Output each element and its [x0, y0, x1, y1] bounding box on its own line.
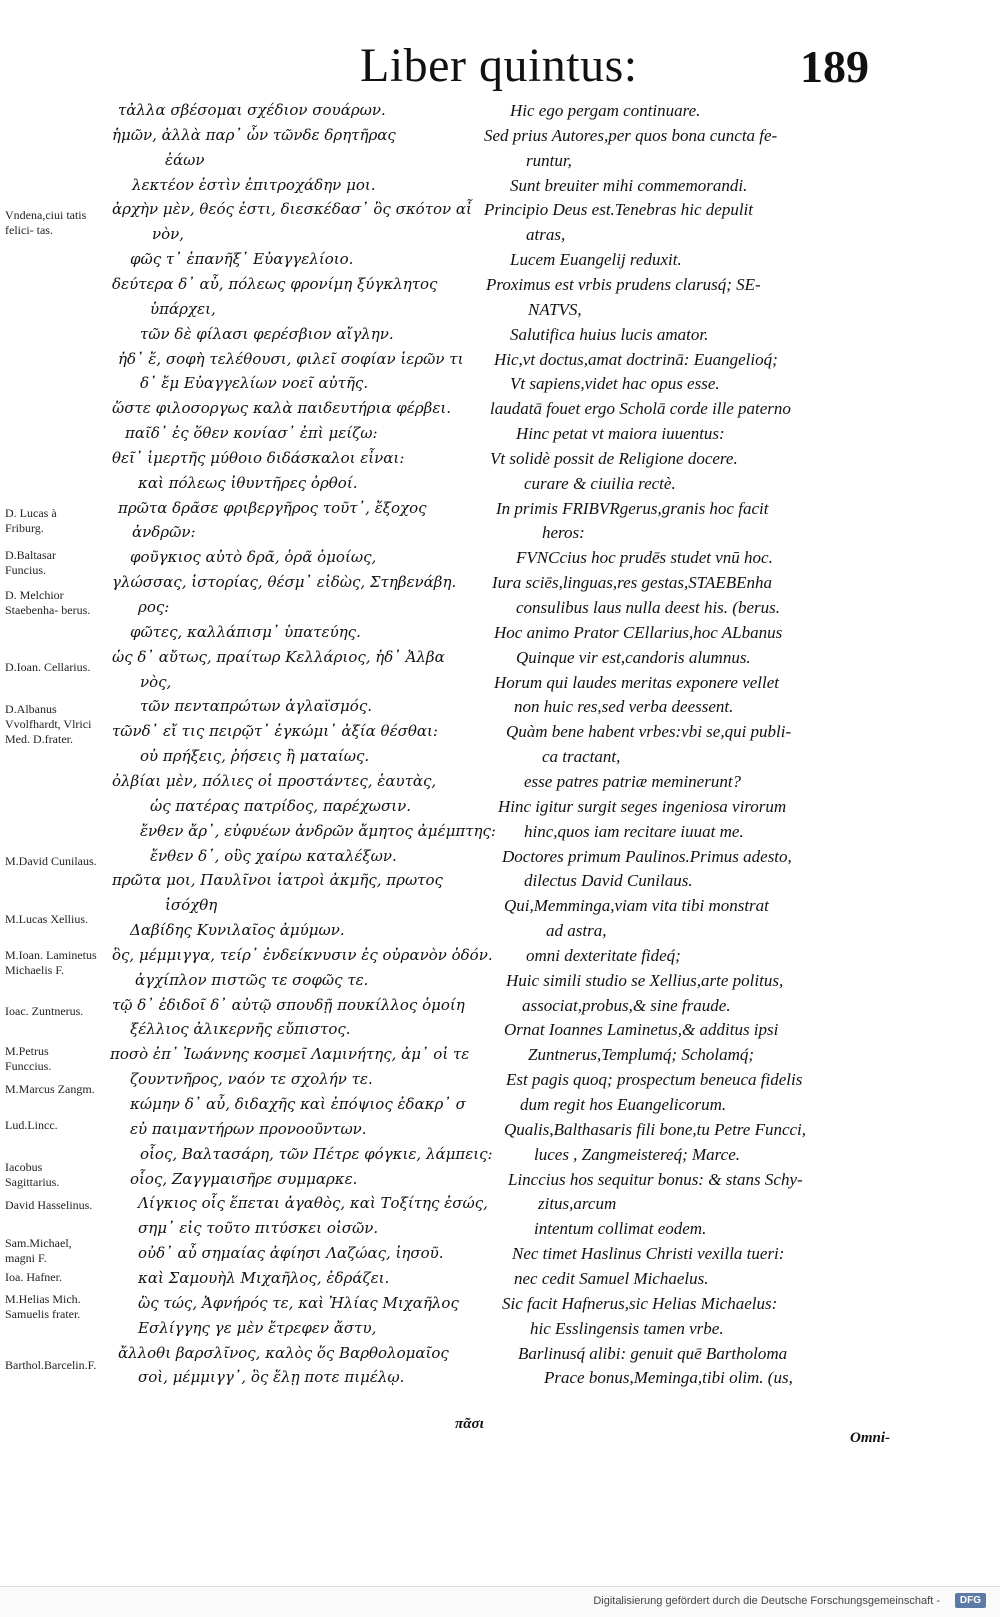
latin-line: associat,probus,& sine fraude. — [522, 996, 731, 1015]
greek-line: σοὶ, μέμμιγγ᾽, ὃς ἔλῃ ποτε πιμέλῳ. — [138, 1368, 405, 1386]
greek-line: παῖδ᾽ ἐς ὅθεν κονίασ᾽ ἐπὶ μείζω: — [125, 424, 378, 442]
latin-line: Qui,Memminga,viam vita tibi monstrat — [504, 896, 769, 915]
greek-line: οὐ πρήξεις, ῥήσεις ἢ ματαίως. — [140, 747, 370, 765]
greek-line: δ᾽ ἔμ Εὐαγγελίων νοεῖ αὐτῆς. — [140, 374, 369, 392]
margin-note: Sam.Michael, magni F. — [5, 1236, 72, 1265]
greek-line: ὥστε φιλοσοργως καλὰ παιδευτήρια φέρβει. — [112, 399, 452, 417]
latin-line: zitus,arcum — [538, 1194, 617, 1213]
margin-note: M.Petrus Funccius. — [5, 1044, 52, 1073]
greek-line: οἷος, Ζαγγμαισῆρε συμμαρκε. — [130, 1170, 358, 1188]
greek-line: πρῶτα μοι, Παυλῖνοι ἰατροὶ ἀκμῆς, πρωτος — [112, 871, 443, 889]
latin-line: Hinc igitur surgit seges ingeniosa virorum — [498, 797, 787, 816]
margin-note: D.Baltasar Funcius. — [5, 548, 56, 577]
greek-line: ἔνθεν ἄρ᾽, εὐφυέων ἀνδρῶν ἄμητος ἀμέμπτης: — [140, 822, 496, 840]
greek-line: τἀλλα σβέσομαι σχέδιον σουάρων. — [118, 101, 386, 119]
latin-line: NATVS, — [528, 300, 582, 319]
latin-line: hinc,quos iam recitare iuuat me. — [524, 822, 744, 841]
margin-note: Ioa. Hafner. — [5, 1270, 62, 1284]
greek-line: Δαβίδης Κυνιλαῖος ἀμύμων. — [130, 921, 345, 939]
greek-line: ὑπάρχει, — [150, 300, 216, 318]
latin-line: intentum collimat eodem. — [534, 1219, 707, 1238]
margin-note: Lud.Lincc. — [5, 1118, 58, 1132]
latin-line: Sic facit Hafnerus,sic Helias Michaelus: — [502, 1294, 778, 1313]
margin-note: M.Marcus Zangm. — [5, 1082, 95, 1096]
latin-line: laudatā fouet ergo Scholā corde ille paterno — [490, 399, 791, 418]
greek-line: πρῶτα δρᾶσε φριβεργῆρος τοῦτ᾽, ἔξοχος — [118, 499, 427, 517]
greek-line: Εσλίγγης γε μὲν ἔτρεφεν ἄστυ, — [138, 1319, 377, 1337]
latin-line: Zuntnerus,Templumq́; Scholamq́; — [528, 1045, 755, 1064]
greek-line: νὸς, — [140, 673, 172, 691]
latin-line: Quinque vir est,candoris alumnus. — [516, 648, 751, 667]
latin-line: hic Esslingensis tamen vrbe. — [530, 1319, 724, 1338]
latin-line: consulibus laus nulla deest his. (berus. — [516, 598, 780, 617]
latin-line: nec cedit Samuel Michaelus. — [514, 1269, 709, 1288]
greek-line: κώμην δ᾽ αὖ, διδαχῆς καὶ ἐπόψιος ἐδακρ᾽ σ — [130, 1095, 466, 1113]
greek-line: ὡς δ᾽ αὔτως, πραίτωρ Κελλάριος, ἠδ᾽ Ἀλβα — [112, 648, 445, 666]
greek-line: ὀλβίαι μὲν, πόλιες οἱ προστάντες, ἑαυτὰς, — [112, 772, 437, 790]
latin-line: ad astra, — [546, 921, 607, 940]
latin-line: atras, — [526, 225, 566, 244]
greek-line: ἀγχίπλον πιστῶς τε σοφῶς τε. — [135, 971, 369, 989]
latin-line: Hic ego pergam continuare. — [510, 101, 701, 120]
greek-line: νὸν, — [152, 225, 185, 243]
latin-line: dum regit hos Euangelicorum. — [520, 1095, 727, 1114]
greek-line: δεύτερα δ᾽ αὖ, πόλεως φρονίμη ξύγκλητος — [112, 275, 438, 293]
greek-line: ζουντνῆρος, ναόν τε σχολήν τε. — [130, 1070, 373, 1088]
dfg-logo: DFG — [955, 1593, 986, 1608]
greek-line: τῶνδ᾽ εἴ τις πειρῷτ᾽ ἐγκώμι᾽ ἀξία θέσθαι: — [112, 722, 438, 740]
latin-line: Sed prius Autores,per quos bona cuncta fe- — [484, 126, 778, 145]
latin-line: Sunt breuiter mihi commemorandi. — [510, 176, 748, 195]
latin-line: Lucem Euangelij reduxit. — [510, 250, 682, 269]
greek-line: σημ᾽ εἰς τοῦτο πιτύσκει οἰσῶν. — [138, 1219, 379, 1237]
greek-line: εὐ παιμαντήρων προνοοῦντων. — [130, 1120, 367, 1138]
latin-line: curare & ciuilia rectè. — [524, 474, 676, 493]
greek-line: τῶν πενταπρώτων ἀγλαϊσμός. — [140, 697, 372, 715]
greek-line: ξέλλιος ἀλικερνῆς εὔπιστος. — [130, 1020, 351, 1038]
latin-line: Ornat Ioannes Laminetus,& additus ipsi — [504, 1020, 779, 1039]
greek-line: καὶ Σαμουὴλ Μιχαῆλος, ἐδράζει. — [138, 1269, 390, 1287]
margin-note: David Hasselinus. — [5, 1198, 93, 1212]
margin-note: D. Melchior Staebenha- berus. — [5, 588, 91, 617]
margin-note: M.Helias Mich. Samuelis frater. — [5, 1292, 81, 1321]
latin-line: ca tractant, — [542, 747, 621, 766]
greek-line: γλώσσας, ἱστορίας, θέσμ᾽ εἰδὼς, Στηβενάβη. — [112, 573, 457, 591]
margin-note: Vndena,ciui tatis felici- tas. — [5, 208, 87, 237]
margin-note: M.Lucas Xellius. — [5, 912, 88, 926]
greek-line: ἔνθεν δ᾽, οὓς χαίρω καταλέξων. — [150, 847, 397, 865]
latin-line: Linccius hos sequitur bonus: & stans Schy- — [508, 1170, 803, 1189]
greek-line: ἀρχὴν μὲν, θεός ἐστι, διεσκέδασ᾽ ὃς σκότον αἶ — [112, 200, 472, 218]
greek-line: τῶν δὲ φίλασι φερέσβιον αἴγλην. — [140, 325, 394, 343]
greek-line: ἠδ᾽ ἔ, σοφὴ τελέθουσι, φιλεῖ σοφίαν ἱερῶν τι — [118, 350, 464, 368]
latin-line: Hic,vt doctus,amat doctrinā: Euangelioq́; — [494, 350, 778, 369]
latin-line: Nec timet Haslinus Christi vexilla tueri: — [512, 1244, 785, 1263]
latin-line: FVNCcius hoc prudēs studet vnū hoc. — [516, 548, 773, 567]
latin-line: Huic simili studio se Xellius,arte politus, — [506, 971, 784, 990]
margin-note: Ioac. Zuntnerus. — [5, 1004, 84, 1018]
latin-line: Principio Deus est.Tenebras hic depulit — [484, 200, 753, 219]
greek-line: ἰσόχθη — [165, 896, 218, 914]
latin-line: Hinc petat vt maiora iuuentus: — [516, 424, 725, 443]
latin-line: Prace bonus,Meminga,tibi olim. (us, — [544, 1368, 793, 1387]
greek-line: φῶς τ᾽ ἐπανῆξ᾽ Εὐαγγελίοιο. — [130, 250, 354, 268]
latin-line: Quàm bene habent vrbes:vbi se,qui publi- — [506, 722, 792, 741]
margin-note: Barthol.Barcelin.F. — [5, 1358, 97, 1372]
digitization-footer — [0, 1586, 1000, 1617]
margin-note: M.David Cunilaus. — [5, 854, 97, 868]
running-head: Liber quintus: — [360, 39, 638, 92]
greek-line: ἄλλοθι βαρσλῖνος, καλὸς ὅς Βαρθολομαῖος — [118, 1344, 449, 1362]
margin-note: M.Ioan. Laminetus Michaelis F. — [5, 948, 97, 977]
latin-line: Barlinusq́ alibi: genuit quē Bartholoma — [518, 1344, 788, 1363]
greek-line: λεκτέον ἐστὶν ἐπιτροχάδην μοι. — [132, 176, 376, 194]
greek-line: ἀνδρῶν: — [132, 523, 196, 541]
latin-line: Vt sapiens,videt hac opus esse. — [510, 374, 720, 393]
margin-note: D.Ioan. Cellarius. — [5, 660, 91, 674]
latin-line: non huic res,sed verba deessent. — [514, 697, 734, 716]
greek-line: θεῖ᾽ ἱμερτῆς μύθοιο διδάσκαλοι εἶναι: — [112, 449, 405, 467]
latin-line: Salutifica huius lucis amator. — [510, 325, 709, 344]
latin-line: Proximus est vrbis prudens clarusq́; SE- — [486, 275, 761, 294]
latin-line: Hoc animo Prator CEllarius,hoc ALbanus — [494, 623, 783, 642]
latin-line: In primis FRIBVRgerus,granis hoc facit — [496, 499, 769, 518]
latin-line: dilectus David Cunilaus. — [524, 871, 693, 890]
greek-line: φοῦγκιος αὐτὸ δρᾶ, ὁρᾶ ὁμοίως, — [130, 548, 377, 566]
margin-note: D. Lucas à Friburg. — [5, 506, 57, 535]
margin-note: Iacobus Sagittarius. — [5, 1160, 60, 1189]
page-number: 189 — [800, 41, 869, 92]
latin-line: runtur, — [526, 151, 572, 170]
greek-line: ἡμῶν, ἀλλὰ παρ᾽ ὧν τῶνδε δρητῆρας — [112, 126, 396, 144]
latin-line: Vt solidè possit de Religione docere. — [490, 449, 738, 468]
greek-line: ὃς, μέμμιγγα, τείρ᾽ ἐνδείκνυσιν ἐς οὐρανὸν ὁδόν. — [112, 946, 493, 964]
latin-line: Doctores primum Paulinos.Primus adesto, — [502, 847, 792, 866]
catchword-greek: πᾶσι — [455, 1416, 484, 1432]
catchword-latin: Omni- — [850, 1430, 891, 1446]
margin-note: D.Albanus Vvolfhardt, Vlrici Med. D.frater. — [5, 702, 92, 746]
greek-line: Λίγκιος οἷς ἕπεται ἀγαθὸς, καὶ Τοξίτης ἐσώς, — [138, 1194, 488, 1212]
latin-line: Est pagis quoq; prospectum beneuca fidelis — [506, 1070, 803, 1089]
latin-line: esse patres patriæ meminerunt? — [524, 772, 742, 791]
greek-line: ἐάων — [165, 151, 205, 169]
greek-line: ρος: — [138, 598, 170, 616]
latin-line: omni dexteritate fideq́; — [526, 946, 681, 965]
greek-line: ποσὸ ἐπ᾽ Ἰωάννης κοσμεῖ Λαμινήτης, ἀμ᾽ οἱ τε — [110, 1045, 470, 1063]
footer-credit: Digitalisierung gefördert durch die Deutsche Forschungsgemeinschaft - — [593, 1595, 940, 1607]
greek-line: ὡς πατέρας πατρίδος, παρέχωσιν. — [150, 797, 412, 815]
latin-line: luces , Zangmeistereq́; Marce. — [534, 1145, 740, 1164]
latin-line: heros: — [542, 523, 585, 542]
greek-line: ὣς τώς, Ἀφνήρός τε, καὶ Ἠλίας Μιχαῆλος — [138, 1294, 459, 1312]
greek-line: καὶ πόλεως ἰθυντῆρες ὀρθοί. — [138, 474, 358, 492]
latin-line: Qualis,Balthasaris fili bone,tu Petre Funcci, — [504, 1120, 807, 1139]
greek-line: οἷος, Βαλτασάρη, τῶν Πέτρε φόγκιε, λάμπεις: — [140, 1145, 493, 1163]
greek-line: φῶτες, καλλάπισμ᾽ ὑπατεύης. — [130, 623, 361, 641]
greek-line: οὐδ᾽ αὖ σημαίας ἀφίησι Λαζώας, ἰησοῦ. — [138, 1244, 444, 1262]
latin-line: Horum qui laudes meritas exponere vellet — [494, 673, 779, 692]
greek-line: τῷ δ᾽ ἐδιδοῖ δ᾽ αὐτῷ σπουδῇ πουκίλλος ὁμοίη — [112, 996, 465, 1014]
latin-line: Iura sciēs,linguas,res gestas,STAEBEnha — [492, 573, 773, 592]
